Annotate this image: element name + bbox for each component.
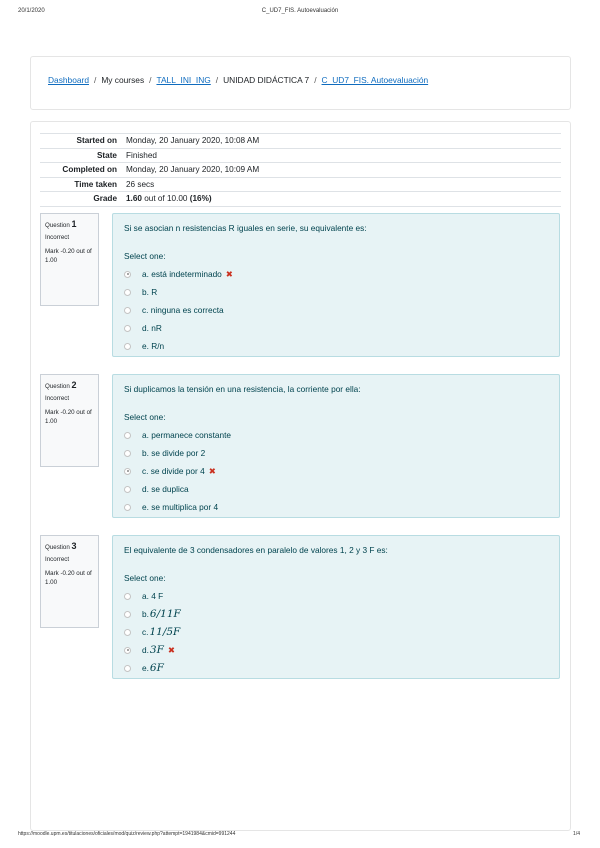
question-label: Question [45, 383, 70, 390]
answer-option[interactable] [124, 587, 181, 605]
answer-option[interactable] [124, 659, 181, 677]
question-number: 2 [71, 380, 77, 390]
question-info-2 [40, 374, 99, 467]
question-label: Question [45, 544, 70, 551]
question-content-1 [112, 213, 560, 357]
answer-option[interactable] [124, 265, 233, 283]
answer-text: c. ninguna es correcta [142, 305, 224, 315]
breadcrumb-my-courses[interactable]: My courses [101, 75, 145, 85]
print-date: 20/1/2020 [18, 8, 45, 14]
summary-value: Monday, 20 January 2020, 10:08 AM [126, 136, 260, 146]
print-title: C_UD7_FIS. Autoevaluación [261, 8, 339, 14]
answer-list [124, 265, 233, 355]
answer-text: d. nR [142, 323, 162, 333]
breadcrumb-separator: / [93, 75, 97, 85]
question-number: 3 [71, 541, 77, 551]
breadcrumb-separator: / [314, 75, 317, 85]
answer-option[interactable] [124, 623, 181, 641]
print-page-number: 1/4 [573, 831, 580, 837]
answer-formula: 11/5F [149, 626, 181, 638]
radio-button[interactable] [124, 450, 131, 457]
question-label: Question [45, 222, 70, 229]
question-info-3 [40, 535, 99, 628]
answer-list [124, 587, 181, 677]
question-number: 1 [71, 219, 77, 229]
radio-button[interactable] [124, 289, 131, 296]
breadcrumb-separator: / [215, 75, 219, 85]
summary-row-state [40, 148, 561, 163]
answer-text: b. R [142, 287, 158, 297]
grade-value: 1.60 [126, 194, 142, 204]
radio-button[interactable] [124, 629, 131, 636]
answer-option[interactable] [124, 301, 233, 319]
answer-list [124, 426, 231, 516]
answer-formula: 6F [149, 662, 164, 674]
summary-row-completed [40, 163, 561, 178]
radio-button[interactable] [124, 325, 131, 332]
radio-button[interactable] [124, 665, 131, 672]
answer-option[interactable] [124, 480, 231, 498]
breadcrumb-quiz-link[interactable]: C_UD7_FIS. Autoevaluación [321, 75, 429, 85]
answer-text: a. está indeterminado [142, 269, 222, 279]
summary-label: Time taken [74, 179, 117, 189]
answer-text: e. R/n [142, 341, 165, 351]
question-mark: Mark -0.20 out of 1.00 [45, 409, 92, 426]
question-state: Incorrect [45, 556, 70, 564]
breadcrumb-panel [30, 56, 571, 110]
radio-button[interactable] [124, 486, 131, 493]
summary-row-started [40, 134, 561, 149]
question-mark: Mark -0.20 out of 1.00 [45, 248, 92, 265]
cross-icon: ✖ [167, 644, 176, 655]
answer-option[interactable] [124, 641, 181, 659]
print-url: https://moodle.upm.es/titulaciones/oficiales/mod/quiz/review.php?attempt=1941984&cmid=991244 [18, 831, 236, 837]
answer-option[interactable] [124, 426, 231, 444]
radio-button-selected[interactable] [124, 271, 131, 278]
radio-button[interactable] [124, 432, 131, 439]
question-text: Si se asocian n resistencias R iguales en serie, su equivalente es: [124, 223, 367, 233]
breadcrumb-unit[interactable]: UNIDAD DIDÁCTICA 7 [223, 75, 310, 85]
select-one-prompt: Select one: [124, 251, 166, 261]
breadcrumb-course-link[interactable]: TALL_INI_ING [156, 75, 211, 85]
question-mark: Mark -0.20 out of 1.00 [45, 570, 92, 587]
question-text: Si duplicamos la tensión en una resistencia, la corriente por ella: [124, 384, 361, 394]
answer-text: b. se divide por 2 [142, 448, 206, 458]
radio-button[interactable] [124, 343, 131, 350]
question-info-1 [40, 213, 99, 306]
summary-value: 26 secs [126, 179, 155, 189]
breadcrumb-dashboard-link[interactable]: Dashboard [48, 75, 89, 85]
question-state: Incorrect [45, 395, 70, 403]
summary-label: Completed on [62, 165, 117, 175]
answer-text: e. [142, 663, 149, 673]
answer-option[interactable] [124, 444, 231, 462]
cross-icon: ✖ [208, 465, 216, 476]
breadcrumb [48, 75, 428, 85]
radio-button[interactable] [124, 593, 131, 600]
answer-text: d. se duplica [142, 484, 189, 494]
summary-value: Finished [126, 150, 157, 160]
answer-text: c. [142, 627, 149, 637]
answer-text: d. [142, 645, 149, 655]
answer-text: e. se multiplica por 4 [142, 502, 219, 512]
summary-label: State [96, 150, 117, 160]
summary-row-grade [40, 192, 561, 207]
grade-out-of: out of 10.00 [141, 194, 190, 204]
question-content-3 [112, 535, 560, 679]
select-one-prompt: Select one: [124, 573, 166, 583]
question-content-2 [112, 374, 560, 518]
question-state: Incorrect [45, 234, 70, 242]
radio-button-selected[interactable] [124, 647, 131, 654]
radio-button[interactable] [124, 504, 131, 511]
answer-text: a. permanece constante [142, 430, 232, 440]
answer-option[interactable] [124, 462, 231, 480]
answer-option[interactable] [124, 498, 231, 516]
answer-option[interactable] [124, 319, 233, 337]
breadcrumb-separator: / [149, 75, 152, 85]
summary-label: Grade [93, 194, 117, 204]
radio-button-selected[interactable] [124, 468, 131, 475]
answer-option[interactable] [124, 605, 181, 623]
summary-row-time [40, 177, 561, 192]
answer-formula: 3F [149, 644, 164, 656]
answer-text: b. [142, 609, 149, 619]
answer-text: a. 4 F [142, 591, 164, 601]
cross-icon: ✖ [225, 268, 233, 279]
select-one-prompt: Select one: [124, 412, 166, 422]
question-text: El equivalente de 3 condensadores en paralelo de valores 1, 2 y 3 F es: [124, 545, 388, 555]
radio-button[interactable] [124, 307, 131, 314]
answer-formula: 6/11F [149, 608, 181, 620]
summary-label: Started on [76, 136, 117, 146]
answer-text: c. se divide por 4 [142, 466, 205, 476]
summary-grade [121, 192, 561, 207]
answer-option[interactable] [124, 337, 233, 355]
attempt-summary-table [40, 133, 561, 207]
answer-option[interactable] [124, 283, 233, 301]
grade-percent: (16%) [189, 194, 212, 204]
radio-button[interactable] [124, 611, 131, 618]
summary-value: Monday, 20 January 2020, 10:09 AM [126, 165, 260, 175]
